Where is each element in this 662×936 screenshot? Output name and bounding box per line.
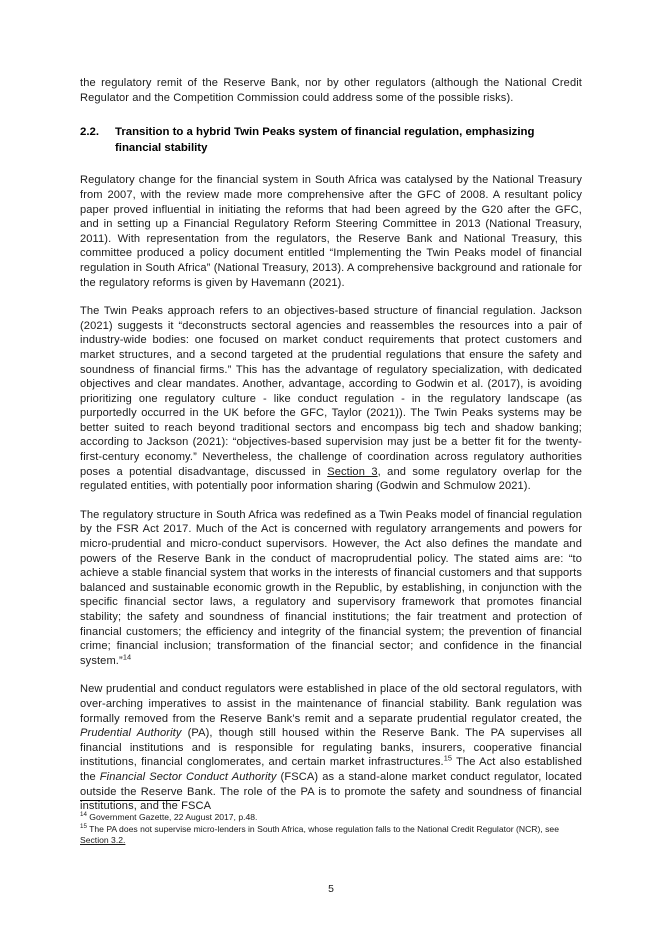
section-heading-text: Transition to a hybrid Twin Peaks system of financial regulation, emphasizing financial stability [115,126,535,154]
paragraph-new-regulators [80,682,582,813]
footnote-14-text: Government Gazette, 22 August 2017, p.48. [89,812,258,822]
footnote-reference-14[interactable]: 14 [122,652,132,662]
paragraph-twin-peaks-text-part2: , and some regulatory overlap for the regulated entities, with potentially poor information sharing (Godwin and Schmulow 2021). [80,465,582,493]
paragraph-fsr-act-text: The regulatory structure in South Africa was redefined as a Twin Peaks model of financial regulation by the FSR Act 2017. Much of the Act is concerned with regulatory arrangements and powers for micro-prudential and micro-conduct supervisors. However, the Act also defines the mandate and powers of the Reserve Bank in the conduct of macroprudential policy. The stated aims are: “to achieve a stable financial system that works in the interests of financial customers and that supports balanced and sustainable economic growth in the Republic, by establishing, in conjunction with the specific financial sector laws, a regulatory and supervisory framework that promotes financial stability; the safety and soundness of financial institutions; the fair treatment and protection of financial customers; the efficiency and integrity of the financial system; the prevention of financial crime; financial inclusion; transformation of the financial sector; and confidence in the financial system.” [80,508,582,667]
paragraph-twin-peaks-text-part1: The Twin Peaks approach refers to an objectives-based structure of financial regulation. Jackson (2021) suggests it “deconstructs sectoral agencies and reassembles the resources into a pair of industry-wide bodies: one focused on market conduct requirements that protect customers and market structures, and a second targeted at the prudential regulations that ensure the safety and soundness of financial firms.” This has the advantage of regulatory specialization, with dedicated objectives and clear mandates. Another, advantage, according to Godwin et al. (2017), is avoiding prioritizing one regulatory culture - like conduct regulation - in the regulatory landscape (as purportedly occurred in the UK before the GFC, Taylor (2021)). The Twin Peaks systems may be better suited to reach beyond traditional sectors and encompass big tech and shadow banking; according to Jackson (2021): “objectives-based supervision may just be a better fit for the twenty-first-century economy.” Nevertheless, the challenge of coordination across regulatory authorities poses a potential disadvantage, discussed in [80,305,582,478]
page-content [80,76,582,814]
paragraph-regulatory-change: Regulatory change for the financial system in South Africa was catalysed by the National Treasury from 2007, with the review made more comprehensive after the GFC of 2008. A resultant policy paper proved influential in initiating the reforms that had been agreed by the G20 after the GFC, and in setting up a Financial Regulatory Reform Steering Committee in 2013 (National Treasury, 2011). With representation from the regulators, the Reserve Bank and National Treasury, this committee produced a policy document entitled “Implementing the Twin Peaks model of financial regulation in South Africa” (National Treasury, 2013). A comprehensive background and rationale for the regulatory reforms is given by Havemann (2021). [80,174,582,289]
cross-reference-section-3-link[interactable]: Section 3 [327,465,378,478]
footnote-15 [80,824,582,847]
paragraph-fsr-act [80,508,582,669]
footnote-14 [80,812,582,824]
paragraph-twin-peaks-approach [80,304,582,494]
footnote-separator [80,800,180,801]
paragraph-intro-continued: the regulatory remit of the Reserve Bank, nor by other regulators (although the National Credit Regulator and the Competition Commission could address some of the possible risks). [80,77,582,104]
section-heading-2-2 [80,125,582,156]
footnote-15-text: The PA does not supervise micro-lenders in South Africa, whose regulation falls to the National Credit Regulator (NCR), see [89,823,559,834]
paragraph-new-regulators-part3: The Act also established the [80,756,582,783]
footnote-marker-15: 15 [80,822,87,830]
cross-reference-section-3-2-link[interactable]: Section 3.2. [80,835,126,846]
term-prudential-authority: Prudential Authority [80,727,182,740]
paragraph-new-regulators-part1: New prudential and conduct regulators were established in place of the old sectoral regulators, with over-arching imperatives to assist in the maintenance of financial stability. Bank regulation was formally removed from the Reserve Bank’s remit and a separate prudential regulator created, the [80,683,582,725]
paragraph-new-regulators-part4: (FSCA) as a stand-alone market conduct regulator, located outside the Reserve Bank. The role of the PA is to promote the safety and soundness of financial institutions, and the FSCA [80,770,582,813]
paragraph-new-regulators-part2: (PA), though still housed within the Reserve Bank. The PA supervises all financial institutions and is responsible for regulating banks, insurers, cooperative financial institutions, financial conglomerates, and certain market infrastructures. [80,727,583,769]
footnote-marker-14: 14 [80,811,87,819]
footnote-area [80,800,582,847]
footnote-reference-15[interactable]: 15 [443,753,453,763]
term-financial-sector-conduct-authority: Financial Sector Conduct Authority [99,770,277,783]
section-heading-number: 2.2. [80,126,99,139]
page-number: 5 [328,884,334,895]
